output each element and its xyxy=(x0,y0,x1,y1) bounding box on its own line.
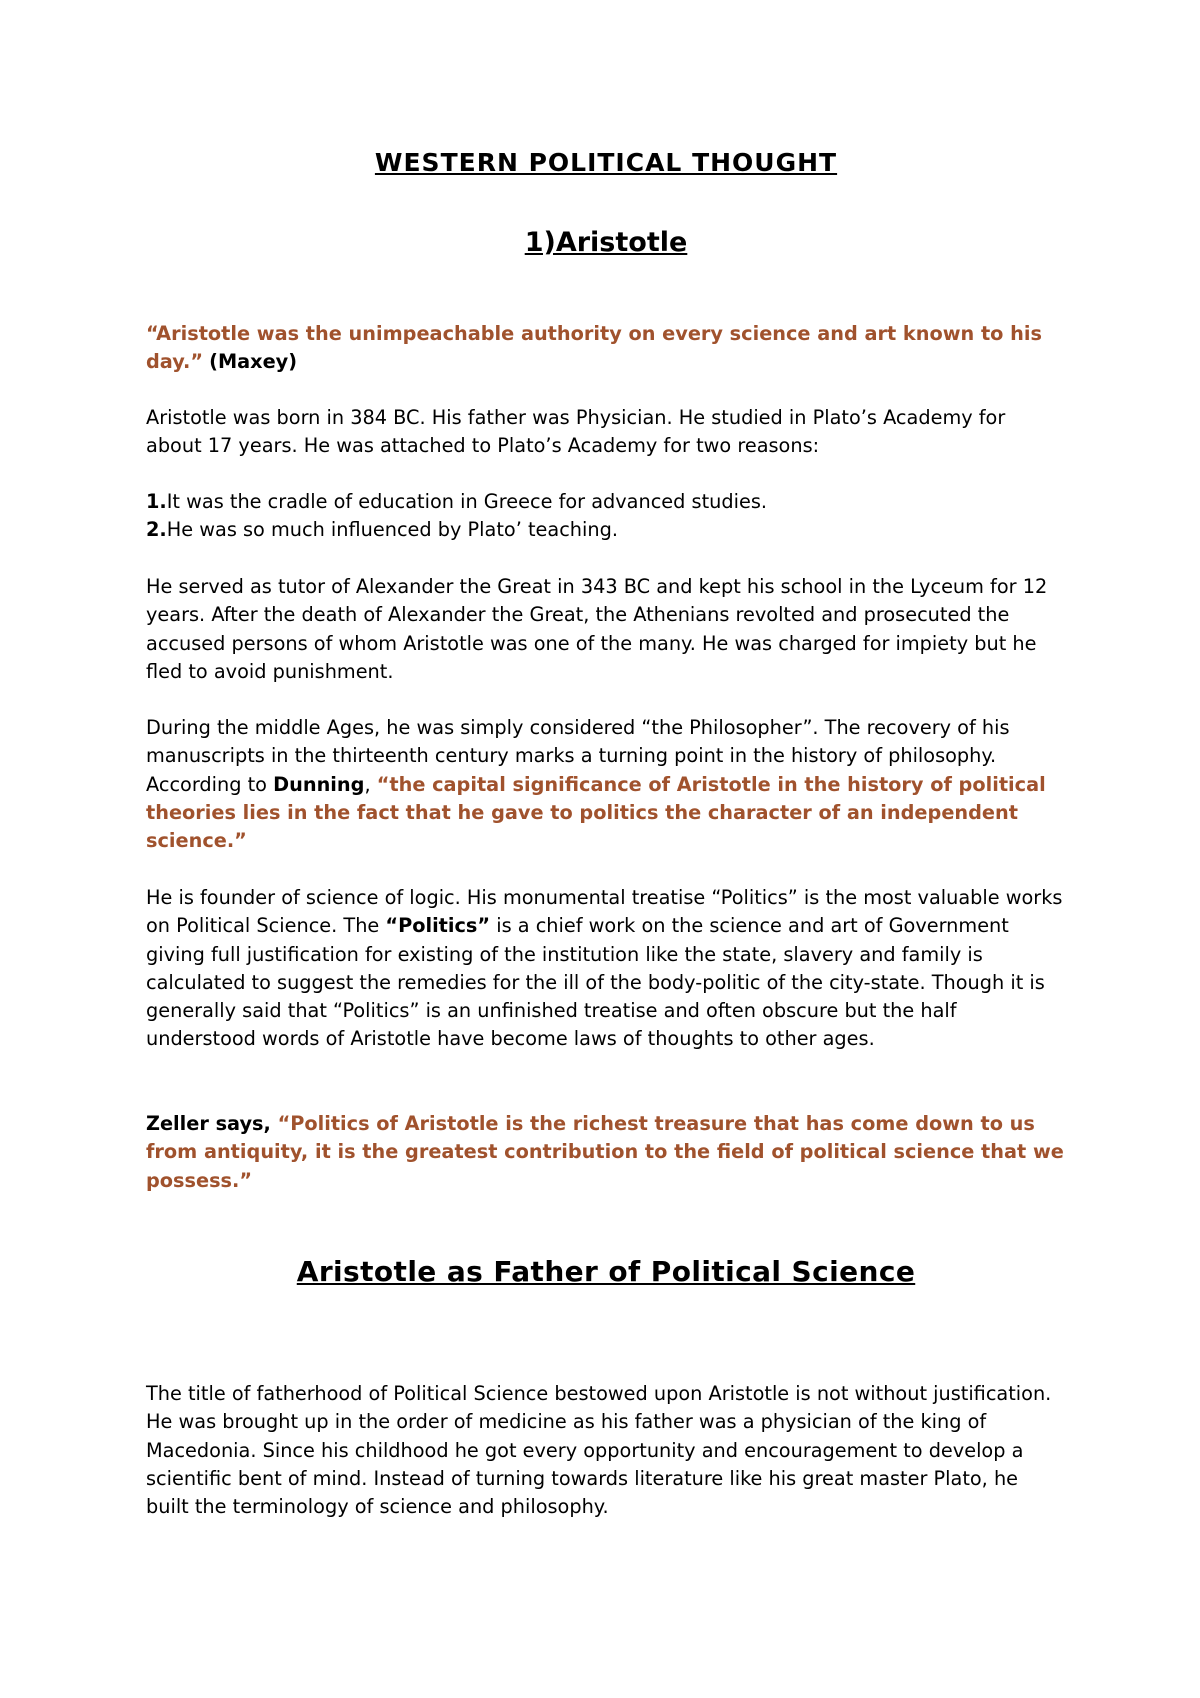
dunning-name: Dunning xyxy=(273,772,365,796)
list-text: It was the cradle of education in Greece for advanced studies. xyxy=(166,490,768,513)
maxey-quote: “Aristotle was the unimpeachable authority on every science and art known to his day.” xyxy=(146,322,1042,374)
dunning-quote: “the capital significance of Aristotle in the history of political theories lies in the fact that he gave to politics the character of an independent science.” xyxy=(146,772,1046,853)
middle-ages-paragraph xyxy=(146,714,1066,855)
logic-text-1: He is founder of science of logic. His monumental treatise “Politics” is the most valuable works on Political Science. The xyxy=(146,886,1063,938)
list-number: 2. xyxy=(146,518,167,542)
zeller-quote: “Politics of Aristotle is the richest treasure that has come down to us from antiquity, it is the greatest contribution to the field of political science that we possess.” xyxy=(146,1112,1064,1192)
list-number: 1. xyxy=(146,490,167,513)
list-text: He was so much influenced by Plato’ teaching. xyxy=(166,518,618,542)
section-heading-aristotle: 1)Aristotle xyxy=(524,227,688,258)
middle-ages-text: During the middle Ages, he was simply considered “the Philosopher”. The recovery of his manuscripts in the thirteenth century marks a turning point in the history of philosophy. According to xyxy=(146,716,1010,796)
section-heading-father: Aristotle as Father of Political Science xyxy=(296,1255,916,1288)
logic-paragraph xyxy=(146,884,1066,1054)
zeller-lead: Zeller says, xyxy=(146,1112,278,1135)
list-item xyxy=(146,488,1066,516)
reasons-list xyxy=(146,488,1066,545)
tutor-paragraph: He served as tutor of Alexander the Great in 343 BC and kept his school in the Lyceum for 12 years. After the death of Alexander the Great, the Athenians revolted and prosecuted the accused persons of whom Aristotle was one of the many. He was charged for impiety but he fled to avoid punishment. xyxy=(146,575,1048,683)
father-paragraph: The title of fatherhood of Political Science bestowed upon Aristotle is not without justification. He was brought up in the order of medicine as his father was a physician of the king of Macedonia. Since his childhood he got every opportunity and encouragement to develop a scientific bent of mind. Instead of turning towards literature like his great master Plato, he built the terminology of science and philosophy. xyxy=(146,1382,1052,1519)
list-item xyxy=(146,516,1066,544)
maxey-source: (Maxey) xyxy=(209,350,298,374)
politics-bold: “Politics” xyxy=(385,914,491,938)
maxey-quote-paragraph xyxy=(146,320,1066,377)
zeller-quote-paragraph xyxy=(146,1110,1066,1195)
birth-paragraph: Aristotle was born in 384 BC. His father was Physician. He studied in Plato’s Academy for about 17 years. He was attached to Plato’s Academy for two reasons: xyxy=(146,406,1006,458)
document-title: WESTERN POLITICAL THOUGHT xyxy=(374,148,838,177)
logic-text-2: is a chief work on the science and art of Government giving full justification for existing of the institution like the state, slavery and family is calculated to suggest the remedies for the ill of the body-politic of the city-state. Though it is generally said that “Politics” is an unfinished treatise and often obscure but the half understood words of Aristotle have become laws of thoughts to other ages. xyxy=(146,914,1045,1051)
separator: , xyxy=(364,772,377,796)
